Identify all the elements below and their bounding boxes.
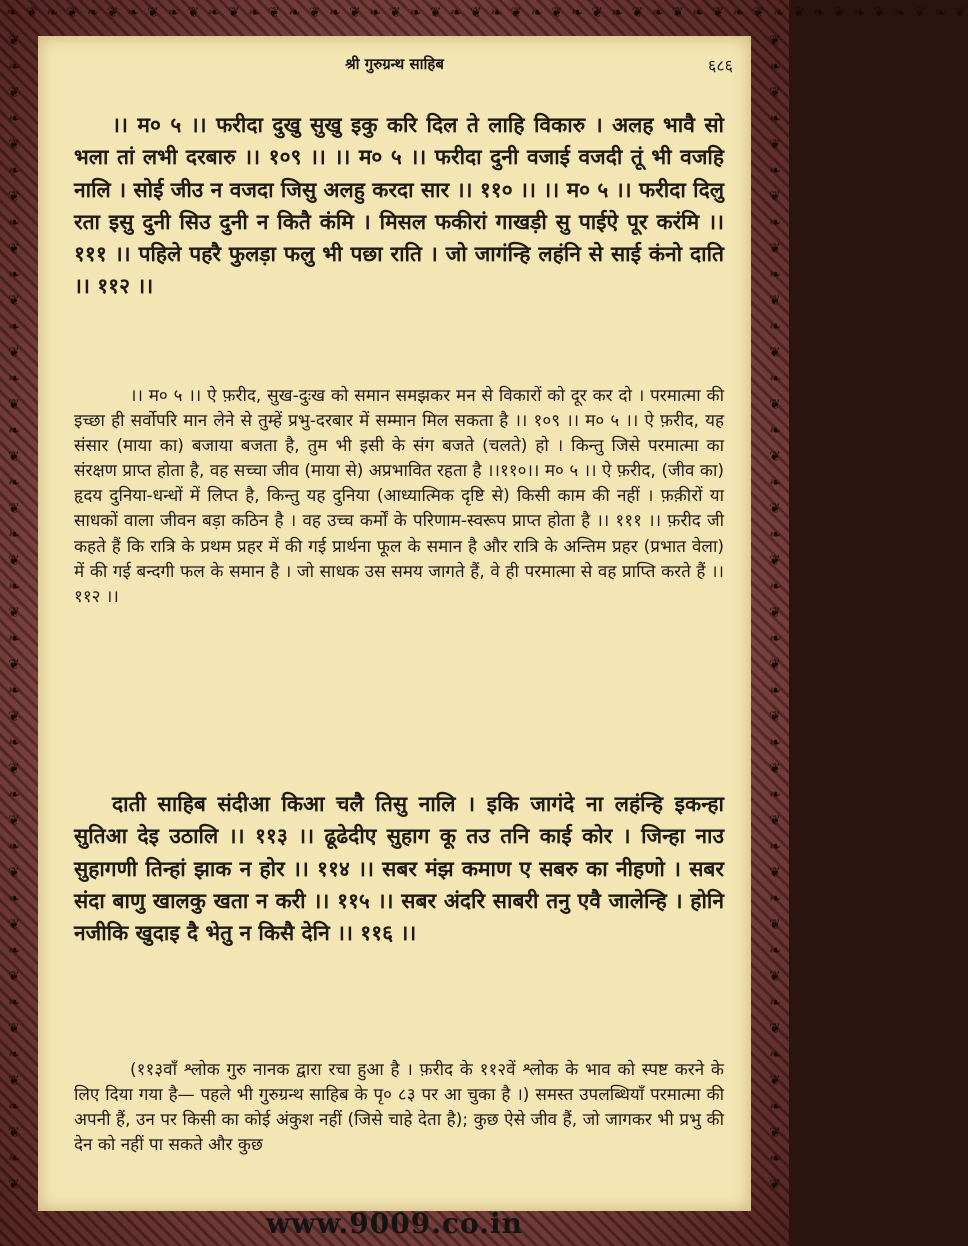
translation-text: (११३वाँ श्लोक गुरु नानक द्वारा रचा हुआ है । फ़रीद के ११२वें श्लोक के भाव को स्पष्ट करने के लिए दिया गया है— पहले भी गुरुग्रन्थ साहिब के पृ० ८३ पर आ चुका है ।) समस्त उपलब्धियाँ परमात्मा की अपनी हैं, उन पर किसी का कोई अंकुश नहीं (जिसे चाहे देता है); कुछ ऐसे जीव हैं, जो जागकर भी प्रभु की देन को नहीं पा सकते और कुछ (74, 1060, 724, 1156)
gurbani-block-1 (74, 109, 724, 303)
border-scroll-left: ❦ ❧ ❦ ❧ ❦ ❧ ❦ ❧ ❦ ❧ ❦ ❧ ❦ ❧ ❦ ❧ ❦ ❧ ❦ ❧ ❦ ❧ ❦ ❧ ❦ ❧ ❦ ❧ ❦ ❧ ❦ ❧ ❦ ❧ ❦ ❧ ❦ ❧ ❦ ❧ ❦ ❧ ❦ ❧ ❦ (8, 33, 20, 1193)
website-url: www.9009.co.in (266, 1207, 523, 1240)
gurbani-text: दाती साहिब संदीआ किआ चलै तिसु नालि । इकि जागंदे ना लहंन्हि इकन्हा सुतिआ देइ उठालि ।। ११३ ।। ढूढेदीए सुहाग कू तउ तनि काई कोर । जिन्हा नाउ सुहागणी तिन्हां झाक न होर ।। ११४ ।। सबर मंझ कमाण ए सबरु का नीहणो । सबर संदा बाणु खालकु खता न करी ।। ११५ ।। सबर अंदरि साबरी तनु एवै जालेन्हि । होनि नजीकि खुदाइ दै भेतु न किसै देनि ।। ११६ ।। (74, 792, 724, 946)
page-header (38, 54, 751, 82)
gurbani-text: ।। म० ५ ।। फरीदा दुखु सुखु इकु करि दिल ते लाहि विकारु । अलह भावै सो भला तां लभी दरबारु ।। १०९ ।। ।। म० ५ ।। फरीदा दुनी वजाई वजदी तूं भी वजहि नालि । सोई जीउ न वजदा जिसु अलहु करदा सार ।। ११० ।। ।। म० ५ ।। फरीदा दिलु रता इसु दुनी सिउ दुनी न कितै कंमि । मिसल फकीरां गाखड़ी सु पाईऐ पूर करंमि ।। १११ ।। पहिले पहरै फुलड़ा फलु भी पछा राति । जो जागंन्हि लहंनि से साई कंनो दाति ।। ११२ ।। (74, 113, 724, 299)
gurbani-block-2 (74, 788, 724, 949)
translation-block-2 (74, 1058, 724, 1158)
page-number: ६८६ (708, 56, 733, 75)
page-title: श्री गुरुग्रन्थ साहिब (345, 55, 444, 73)
border-scroll-right: ❦ ❧ ❦ ❧ ❦ ❧ ❦ ❧ ❦ ❧ ❦ ❧ ❦ ❧ ❦ ❧ ❦ ❧ ❦ ❧ ❦ ❧ ❦ ❧ ❦ ❧ ❦ ❧ ❦ ❧ ❦ ❧ ❦ ❧ ❦ ❧ ❦ ❧ ❦ ❧ ❦ ❧ ❦ ❧ ❦ (769, 33, 781, 1193)
translation-block-1 (74, 384, 724, 610)
translation-text: ।। म० ५ ।। ऐ फ़रीद, सुख-दुःख को समान समझकर मन से विकारों को दूर कर दो । परमात्मा की इच्छा ही सर्वोपरि मान लेने से तुम्हें प्रभु-दरबार में सम्मान मिल सकता है ।। १०९ ।। म० ५ ।। ऐ फ़रीद, यह संसार (माया का) बजाया बजता है, तुम भी इसी के संग बजते (चलते) हो । किन्तु जिसे परमात्मा का संरक्षण प्राप्त होता है, वह सच्चा जीव (माया से) अप्रभावित रहता है ।।११०।। म० ५ ।। ऐ फ़रीद, (जीव का) हृदय दुनिया-धन्धों में लिप्त है, किन्तु यह दुनिया (आध्यात्मिक दृष्टि से) किसी काम की नहीं । फ़क़ीरों या साधकों वाला जीवन बड़ा कठिन है । वह उच्च कर्मों के परिणाम-स्वरूप प्राप्त होता है ।। १११ ।। फ़रीद जी कहते हैं कि रात्रि के प्रथम प्रहर में की गई प्रार्थना फूल के समान है और रात्रि के अन्तिम प्रहर (प्रभात वेला) में की गई बन्दगी फल के समान है । जो साधक उस समय जागते हैं, वे ही परमात्मा से वह प्राप्ति करते हैं ।। ११२ ।। (74, 386, 724, 607)
border-scroll-top: ❧ ❦ ❧ ❦ ❧ ❦ ❧ ❦ ❧ ❦ ❧ ❦ ❧ ❦ ❧ ❦ ❧ ❦ ❧ ❦ ❧ ❦ ❧ ❦ ❧ ❦ ❧ ❦ ❧ ❦ ❧ ❦ ❧ ❦ ❧ ❦ ❧ ❦ ❧ ❦ ❧ ❦ ❧ ❦ ❧ ❦ ❧ ❦ (6, 5, 968, 21)
scripture-page (38, 36, 751, 1211)
